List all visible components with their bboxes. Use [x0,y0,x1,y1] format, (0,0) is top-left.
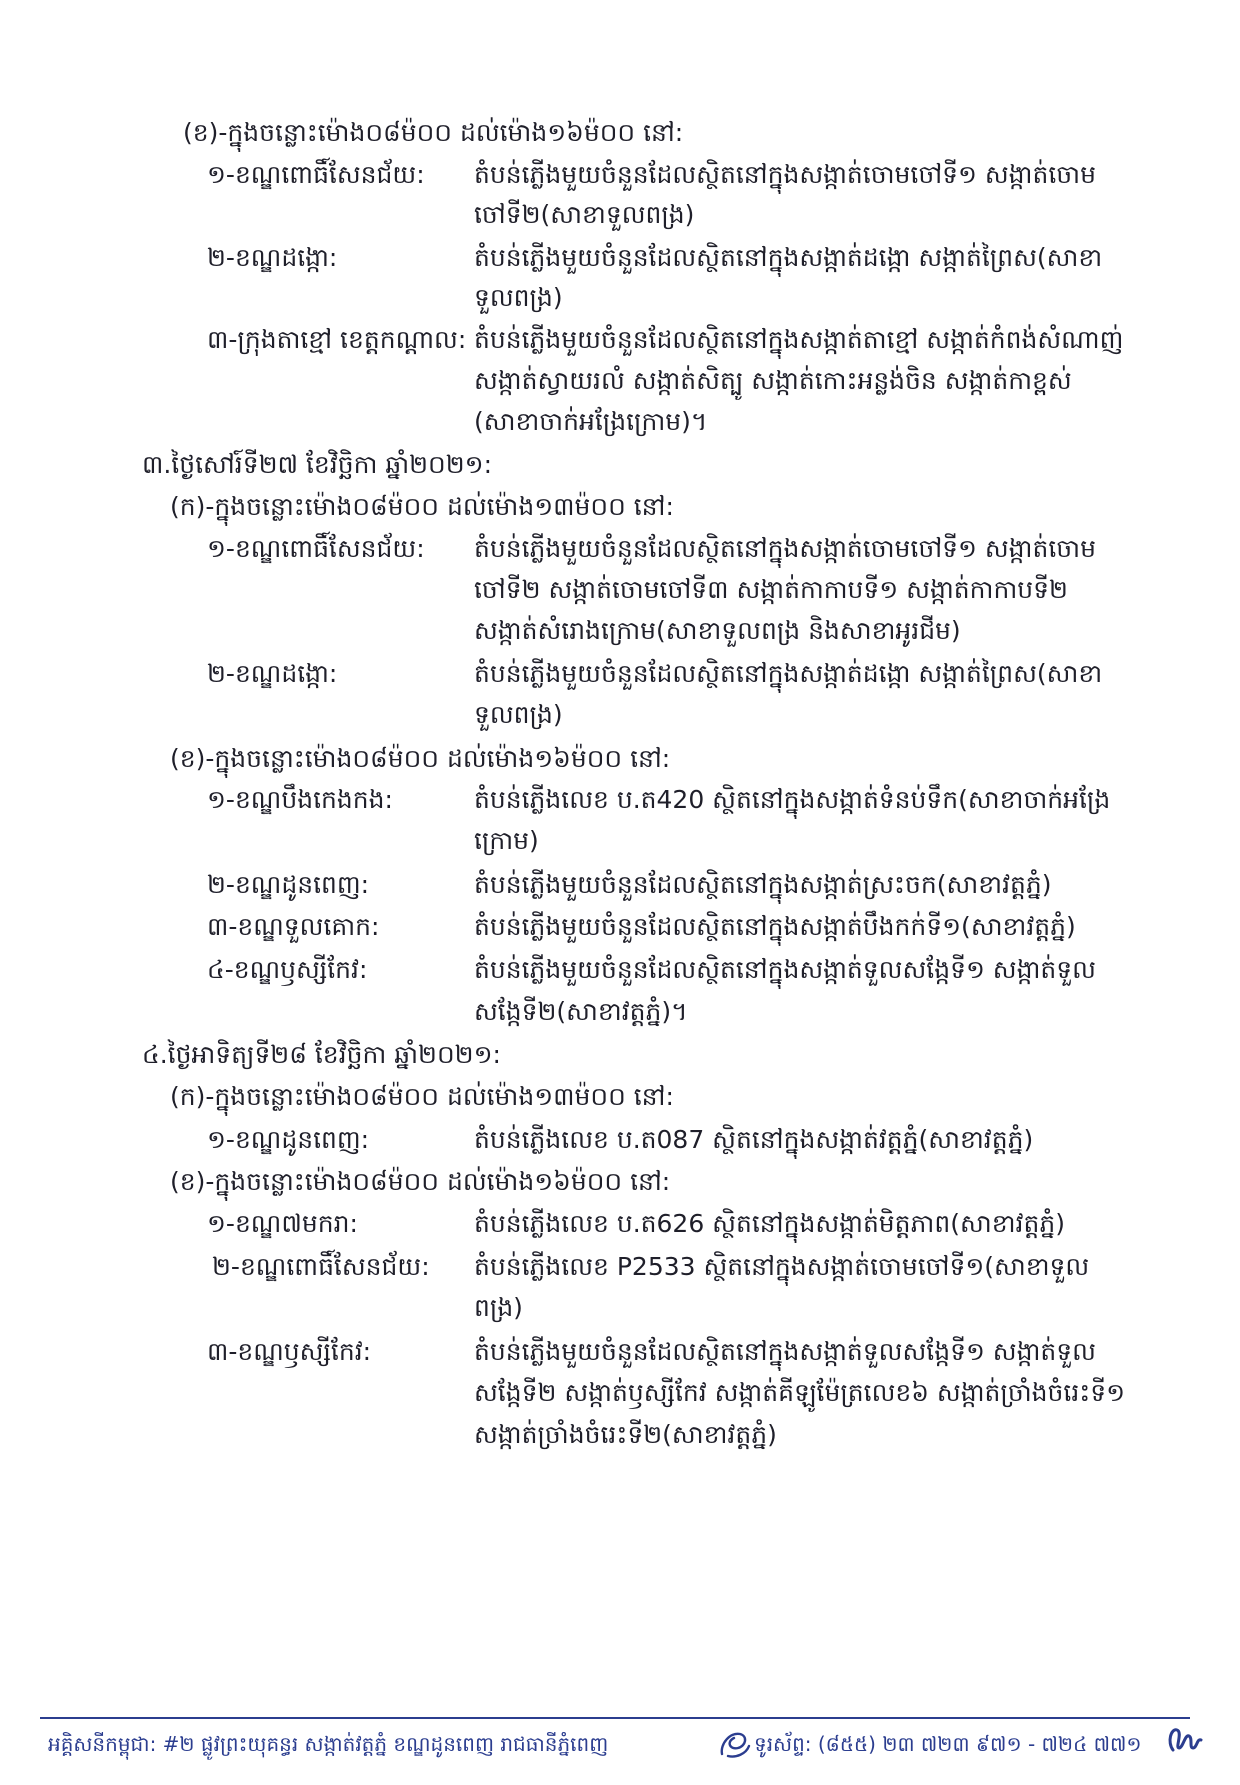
district-label: ១-ខណ្ឌដូនពេញ: [207,1125,370,1154]
district-label: ២-ខណ្ឌដង្កោ: [207,243,338,272]
footer-phone: ទូរស័ព្ទ: (៨៥៥) ២៣ ៧២៣ ៩៧១ - ៧២៤ ៧៧១ [754,1732,1142,1756]
area-description: សង្កាត់ស្វាយរលំ សង្កាត់សិត្បូ សង្កាត់កោះអន្លង់ចិន សង្កាត់កាខ្ពស់ [474,366,1072,395]
area-description: សង្កាត់ច្រាំងចំរេះទី២(សាខាវត្តភ្នំ) [474,1420,777,1449]
area-description: សង្កែទី២ សង្កាត់ឫស្សីកែវ សង្កាត់គីឡូម៉ែត្រលេខ៦ សង្កាត់ច្រាំងចំរេះទី១ [474,1378,1126,1407]
area-description: សង្កាត់សំរោងក្រោម(សាខាទួលពង្រ និងសាខាអូរជីម) [474,616,961,645]
phone-logo-icon [718,1728,752,1760]
footer-divider [40,1717,1190,1719]
area-description: តំបន់ភ្លើងមួយចំនួនដែលស្ថិតនៅក្នុងសង្កាត់ដង្កោ សង្កាត់ព្រៃស(សាខា [474,243,1103,272]
area-description: តំបន់ភ្លើងលេខ ប.ត087 ស្ថិតនៅក្នុងសង្កាត់វត្តភ្នំ(សាខាវត្តភ្នំ) [474,1125,1034,1154]
area-description: តំបន់ភ្លើងលេខ ប.ត626 ស្ថិតនៅក្នុងសង្កាត់មិត្តភាព(សាខាវត្តភ្នំ) [474,1209,1065,1238]
district-label: ៤-ខណ្ឌឫស្សីកែវ: [207,955,368,984]
district-label: ៣-ខណ្ឌទួលគោក: [207,912,380,941]
district-label: ៣-ក្រុងតាខ្មៅ ខេត្តកណ្តាល: [207,325,467,354]
area-description: ទួលពង្រ) [474,700,563,729]
area-description: ចៅទី២(សាខាទួលពង្រ) [474,200,695,229]
area-description: តំបន់ភ្លើងមួយចំនួនដែលស្ថិតនៅក្នុងសង្កាត់បឹងកក់ទី១(សាខាវត្តភ្នំ) [474,912,1076,941]
section-heading: (ក)-ក្នុងចន្លោះម៉ោង០៨ម៉០០ ដល់ម៉ោង១៣ម៉០០ នៅ: [170,492,674,521]
district-label: ២-ខណ្ឌដង្កោ: [207,659,338,688]
district-label: ១-ខណ្ឌបឹងកេងកង: [207,785,393,814]
area-description: តំបន់ភ្លើងមួយចំនួនដែលស្ថិតនៅក្នុងសង្កាត់ស្រះចក(សាខាវត្តភ្នំ) [474,870,1052,899]
section-heading: (ខ)-ក្នុងចន្លោះម៉ោង០៨ម៉០០ ដល់ម៉ោង១៦ម៉០០ នៅ: [183,118,684,147]
district-label: ២-ខណ្ឌដូនពេញ: [207,870,370,899]
area-description: តំបន់ភ្លើងលេខ ប.ត420 ស្ថិតនៅក្នុងសង្កាត់ទំនប់ទឹក(សាខាចាក់អង្រែ [474,785,1111,814]
area-description: សង្កែទី២(សាខាវត្តភ្នំ)។ [474,997,688,1026]
section-heading: (ក)-ក្នុងចន្លោះម៉ោង០៨ម៉០០ ដល់ម៉ោង១៣ម៉០០ នៅ: [170,1082,674,1111]
district-label: ១-ខណ្ឌ៧មករា: [207,1209,358,1238]
district-label: ៣-ខណ្ឌឫស្សីកែវ: [207,1337,372,1366]
district-label: ១-ខណ្ឌពោធិ៍សែនជ័យ: [207,534,425,563]
area-description: (សាខាចាក់អង្រែក្រោម)។ [474,407,708,436]
initial-signature-icon [1165,1722,1205,1758]
area-description: ក្រោម) [474,826,539,855]
area-description: ទួលពង្រ) [474,283,563,312]
area-description: ចៅទី២ សង្កាត់ចោមចៅទី៣ សង្កាត់កាកាបទី១ សង្កាត់កាកាបទី២ [474,575,1068,604]
district-label: ២-ខណ្ឌពោធិ៍សែនជ័យ: [212,1252,430,1281]
area-description: ពង្រ) [474,1293,523,1322]
day-heading: ៤.ថ្ងៃអាទិត្យទី២៨ ខែវិច្ឆិកា ឆ្នាំ២០២១: [142,1040,501,1069]
day-heading: ៣.ថ្ងៃសៅរ៍ទី២៧ ខែវិច្ឆិកា ឆ្នាំ២០២១: [142,450,493,479]
footer-address: អគ្គិសនីកម្ពុជា: #២ ផ្លូវព្រះយុគន្ធរ សង្កាត់វត្តភ្នំ ខណ្ឌដូនពេញ រាជធានីភ្នំពេញ [48,1732,609,1756]
area-description: តំបន់ភ្លើងមួយចំនួនដែលស្ថិតនៅក្នុងសង្កាត់ដង្កោ សង្កាត់ព្រៃស(សាខា [474,659,1103,688]
district-label: ១-ខណ្ឌពោធិ៍សែនជ័យ: [207,160,425,189]
area-description: តំបន់ភ្លើងលេខ P2533 ស្ថិតនៅក្នុងសង្កាត់ចោមចៅទី១(សាខាទួល [474,1252,1090,1281]
area-description: តំបន់ភ្លើងមួយចំនួនដែលស្ថិតនៅក្នុងសង្កាត់តាខ្មៅ សង្កាត់កំពង់សំណាញ់ [474,325,1124,354]
area-description: តំបន់ភ្លើងមួយចំនួនដែលស្ថិតនៅក្នុងសង្កាត់ចោមចៅទី១ សង្កាត់ចោម [474,534,1096,563]
area-description: តំបន់ភ្លើងមួយចំនួនដែលស្ថិតនៅក្នុងសង្កាត់ទួលសង្កែទី១ សង្កាត់ទួល [474,1337,1096,1366]
area-description: តំបន់ភ្លើងមួយចំនួនដែលស្ថិតនៅក្នុងសង្កាត់ទួលសង្កែទី១ សង្កាត់ទួល [474,955,1096,984]
section-heading: (ខ)-ក្នុងចន្លោះម៉ោង០៨ម៉០០ ដល់ម៉ោង១៦ម៉០០ នៅ: [170,1167,671,1196]
area-description: តំបន់ភ្លើងមួយចំនួនដែលស្ថិតនៅក្នុងសង្កាត់ចោមចៅទី១ សង្កាត់ចោម [474,160,1096,189]
section-heading: (ខ)-ក្នុងចន្លោះម៉ោង០៨ម៉០០ ដល់ម៉ោង១៦ម៉០០ នៅ: [170,744,671,773]
